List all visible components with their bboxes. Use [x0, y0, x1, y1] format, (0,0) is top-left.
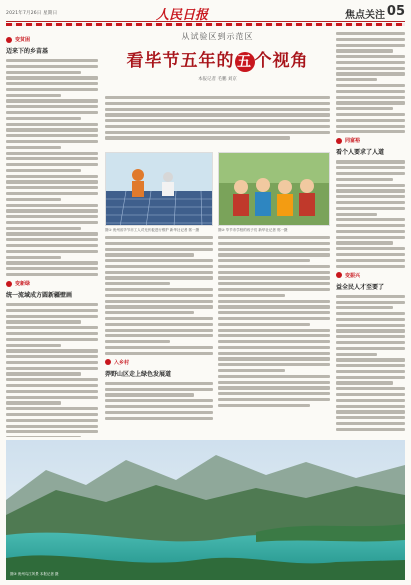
subheading: 莽野山区走上绿色发展道: [105, 370, 172, 378]
photo-river-landscape: [6, 440, 405, 580]
subheading: 看个人要求了人道: [336, 149, 385, 157]
left-column: [6, 32, 98, 437]
photo-caption: 图③ 贵州乌江风景 本报记者 摄: [10, 572, 59, 576]
body-text: [6, 59, 98, 276]
photo-caption: 图① 贵州省毕节市工人对光伏板进行维护 新华社记者 郭一摄: [105, 228, 199, 232]
photo-children: [218, 152, 330, 226]
subheading: 统一流域成方圆新疆壁画: [6, 292, 73, 300]
body-text: [6, 303, 98, 437]
badge-dot-icon: [6, 37, 12, 43]
byline: 本报记者 毛鹏 刘京: [198, 77, 237, 82]
mid-column-right: [218, 236, 330, 436]
page-number: 05: [386, 4, 405, 19]
badge-dot-icon: [336, 138, 342, 144]
mid-column-left: [105, 236, 213, 436]
main-headline: [105, 46, 330, 72]
headline-after: 个视角: [254, 51, 309, 71]
photo-caption: 图② 毕节市学校的孩子们 新华社记者 郭一摄: [218, 228, 288, 232]
section-badge: 同富裕: [336, 137, 405, 144]
section-badge: 变贫困: [6, 36, 98, 43]
masthead-stripe: [6, 23, 405, 26]
section-title: 焦点关注: [345, 10, 385, 21]
date-line: 2021年7月26日 星期日: [6, 11, 58, 16]
section-badge: 入乡村: [105, 359, 213, 366]
subheading: 益全民人才至要了: [336, 283, 385, 291]
section-badge: 变振兴: [336, 272, 405, 279]
photo-solar-workers: [105, 152, 213, 226]
headline-circle: 五: [235, 52, 255, 72]
badge-dot-icon: [336, 272, 342, 278]
badge-dot-icon: [6, 281, 12, 287]
headline-kicker: 从试验区到示范区: [181, 32, 254, 41]
section-badge: 变新绿: [6, 280, 98, 287]
headline-before: 看毕节五年的: [126, 51, 235, 71]
subheading: 迈来下的乡苗基: [6, 48, 49, 55]
intro-text: [105, 96, 330, 148]
brand-logo: 人民日报: [156, 8, 209, 23]
badge-dot-icon: [105, 359, 111, 365]
masthead: [6, 4, 405, 22]
headline-block: [105, 31, 330, 91]
right-column: [336, 32, 405, 437]
